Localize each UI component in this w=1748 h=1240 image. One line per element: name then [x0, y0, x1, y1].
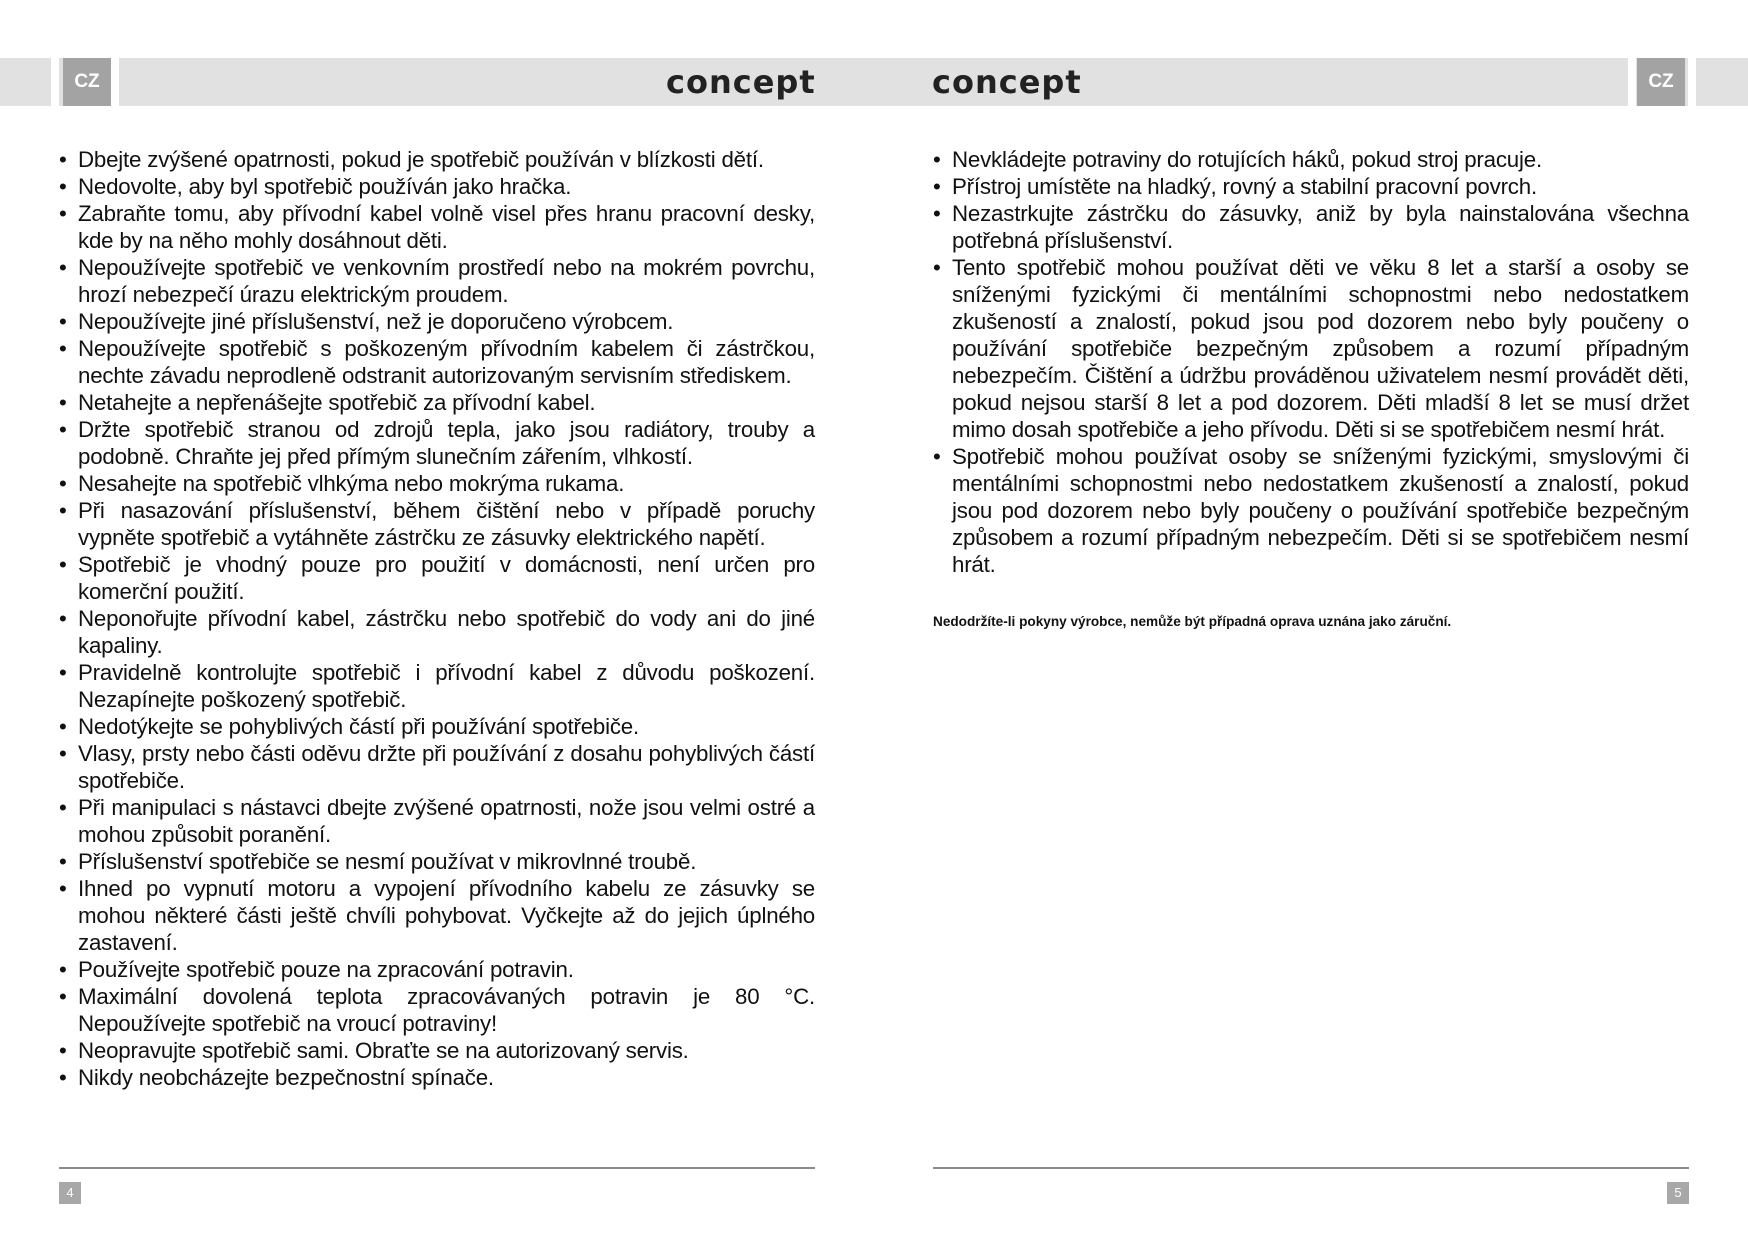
list-item: • Dbejte zvýšené opatrnosti, pokud je spotřebič používán v blízkosti dětí.: [59, 146, 815, 173]
list-item: • Nikdy neobcházejte bezpečnostní spínače.: [59, 1064, 815, 1091]
left-page-column: [59, 146, 815, 1091]
brand-logo-left: concept: [666, 63, 816, 101]
list-item: • Nepoužívejte spotřebič s poškozeným přívodním kabelem či zástrčkou, nechte závadu neprodleně odstranit autorizovaným servisním střediskem.: [59, 335, 815, 389]
right-page-column: [933, 146, 1689, 631]
list-item: • Při manipulaci s nástavci dbejte zvýšené opatrnosti, nože jsou velmi ostré a mohou způsobit poranění.: [59, 794, 815, 848]
list-item: • Nepoužívejte spotřebič ve venkovním prostředí nebo na mokrém povrchu, hrozí nebezpečí úrazu elektrickým proudem.: [59, 254, 815, 308]
language-badge-left: CZ: [63, 58, 111, 106]
header-gap: [51, 58, 59, 106]
safety-list-left: [59, 146, 815, 1091]
brand-logo-right: concept: [932, 63, 1082, 101]
list-item: • Nevkládejte potraviny do rotujících háků, pokud stroj pracuje.: [933, 146, 1689, 173]
list-item: • Příslušenství spotřebiče se nesmí používat v mikrovlnné troubě.: [59, 848, 815, 875]
warranty-note: Nedodržíte-li pokyny výrobce, nemůže být případná oprava uznána jako záruční.: [933, 614, 1452, 629]
list-item: • Nedotýkejte se pohyblivých částí při používání spotřebiče.: [59, 713, 815, 740]
list-item: • Při nasazování příslušenství, během čištění nebo v případě poruchy vypněte spotřebič a vytáhněte zástrčku ze zásuvky elektrického napětí.: [59, 497, 815, 551]
list-item: • Nepoužívejte jiné příslušenství, než je doporučeno výrobcem.: [59, 308, 815, 335]
list-item: • Neopravujte spotřebič sami. Obraťte se na autorizovaný servis.: [59, 1037, 815, 1064]
list-item: • Spotřebič je vhodný pouze pro použití v domácnosti, není určen pro komerční použití.: [59, 551, 815, 605]
list-item: • Maximální dovolená teplota zpracovávaných potravin je 80 °C. Nepoužívejte spotřebič na vroucí potraviny!: [59, 983, 815, 1037]
list-item: • Ihned po vypnutí motoru a vypojení přívodního kabelu ze zásuvky se mohou některé části ještě chvíli pohybovat. Vyčkejte až do jejich úplného zastavení.: [59, 875, 815, 956]
safety-list-right: [933, 146, 1689, 578]
page-number-left: 4: [59, 1182, 81, 1204]
header-gap: [1688, 58, 1696, 106]
list-item: • Držte spotřebič stranou od zdrojů tepla, jako jsou radiátory, trouby a podobně. Chraňte jej před přímým slunečním zářením, vlhkostí.: [59, 416, 815, 470]
footer-divider-right: [933, 1167, 1689, 1169]
page-number-right: 5: [1667, 1182, 1689, 1204]
list-item: • Nezastrkujte zástrčku do zásuvky, aniž by byla nainstalována všechna potřebná příslušenství.: [933, 200, 1689, 254]
list-item: • Netahejte a nepřenášejte spotřebič za přívodní kabel.: [59, 389, 815, 416]
language-badge-right: CZ: [1637, 58, 1685, 106]
list-item: • Tento spotřebič mohou používat děti ve věku 8 let a starší a osoby se sníženými fyzickými či mentálními schopnostmi nebo nedostatkem zkušeností a znalostí, pokud jsou pod dozorem nebo byly poučeny o používání spotřebiče bezpečným způsobem a rozumí případným nebezpečím. Čištění a údržbu prováděnou uživatelem nesmí provádět děti, pokud nejsou starší 8 let a pod dozorem. Děti mladší 8 let se musí držet mimo dosah spotřebiče a jeho přívodu. Děti si se spotřebičem nesmí hrát.: [933, 254, 1689, 443]
list-item: • Neponořujte přívodní kabel, zástrčku nebo spotřebič do vody ani do jiné kapaliny.: [59, 605, 815, 659]
list-item: • Zabraňte tomu, aby přívodní kabel volně visel přes hranu pracovní desky, kde by na něho mohly dosáhnout děti.: [59, 200, 815, 254]
header-gap: [1628, 58, 1636, 106]
list-item: • Nedovolte, aby byl spotřebič používán jako hračka.: [59, 173, 815, 200]
list-item: • Přístroj umístěte na hladký, rovný a stabilní pracovní povrch.: [933, 173, 1689, 200]
list-item: • Pravidelně kontrolujte spotřebič i přívodní kabel z důvodu poškození. Nezapínejte poškozený spotřebič.: [59, 659, 815, 713]
list-item: • Používejte spotřebič pouze na zpracování potravin.: [59, 956, 815, 983]
list-item: • Vlasy, prsty nebo části oděvu držte při používání z dosahu pohyblivých částí spotřebiče.: [59, 740, 815, 794]
list-item: • Nesahejte na spotřebič vlhkýma nebo mokrýma rukama.: [59, 470, 815, 497]
list-item: • Spotřebič mohou používat osoby se sníženými fyzickými, smyslovými či mentálními schopnostmi nebo nedostatkem zkušeností a znalostí, pokud jsou pod dozorem nebo byly poučeny o používání spotřebiče bezpečným způsobem a rozumí případným nebezpečím. Děti si se spotřebičem nesmí hrát.: [933, 443, 1689, 578]
header-gap: [111, 58, 119, 106]
footer-divider-left: [59, 1167, 815, 1169]
